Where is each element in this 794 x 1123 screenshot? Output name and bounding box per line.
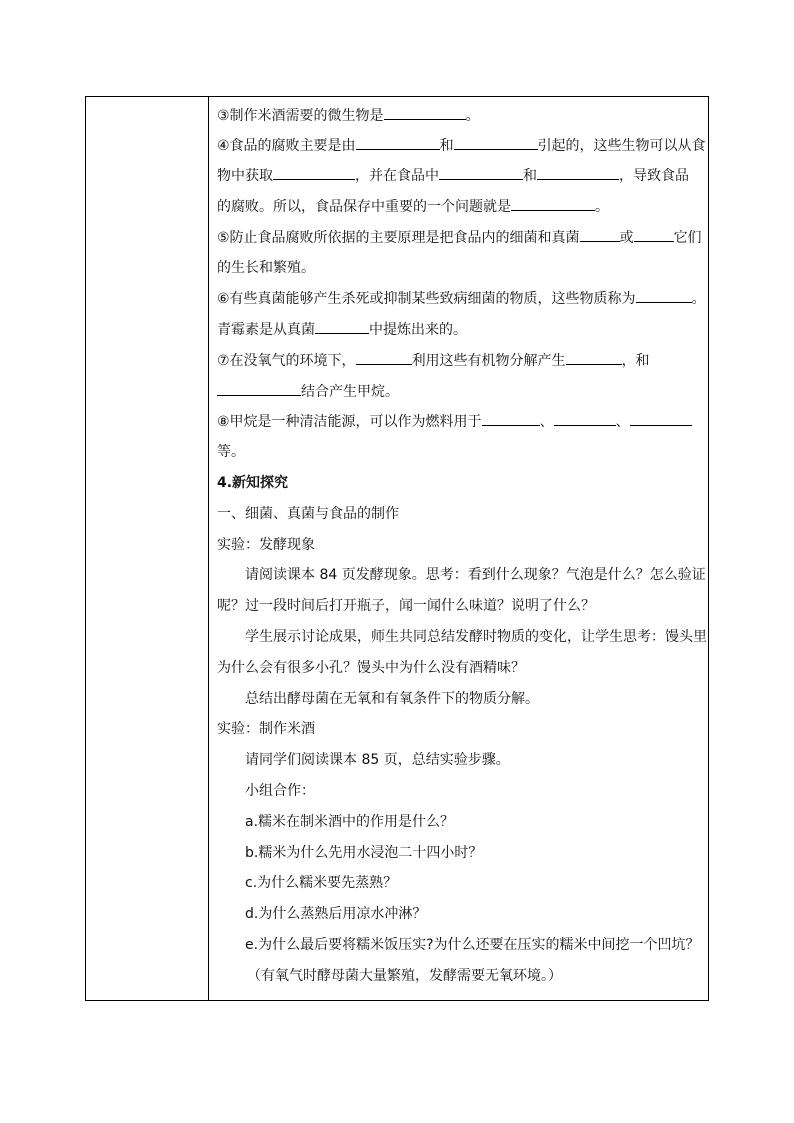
text-segment: 、 (539, 414, 554, 430)
fill-in-blank (315, 319, 369, 334)
text-segment: 青霉素是从真菌 (217, 322, 315, 338)
fill-in-blank (554, 411, 616, 426)
paragraph-line: 请阅读课本 84 页发酵现象。思考：看到什么现象？气泡是什么？怎么验证 (245, 567, 706, 583)
text-line (217, 105, 700, 126)
text-segment: 。 (465, 108, 480, 124)
question-item: c.为什么糯米要先蒸熟？ (245, 875, 398, 891)
text-segment: ，导致食品 (619, 168, 689, 184)
text-segment: 。 (691, 291, 706, 307)
text-segment: 结合产生甲烷。 (301, 384, 399, 400)
text-segment: ⑤防止食品腐败所依据的主要原理是把食品内的细菌和真菌 (217, 230, 580, 246)
text-segment: ⑧甲烷是一种清洁能源，可以作为燃料用于 (217, 414, 482, 430)
text-line (217, 165, 700, 186)
paragraph-line: 为什么会有很多小孔？馒头中为什么没有酒精味？ (217, 660, 525, 676)
fill-in-blank (439, 165, 523, 180)
text-segment: ，并在食品中 (355, 168, 439, 184)
text-segment: ③制作米酒需要的微生物是 (217, 108, 384, 124)
text-segment: ⑦在没氧气的环境下， (217, 353, 356, 369)
paragraph-line: 学生展示讨论成果，师生共同总结发酵时物质的变化，让学生思考：馒头里 (245, 629, 707, 645)
experiment-title: 实验：制作米酒 (217, 721, 315, 737)
text-line (217, 135, 706, 156)
text-line: 等。 (217, 444, 245, 460)
text-segment: 物中获取 (217, 168, 273, 184)
text-line (217, 411, 700, 432)
lesson-table (85, 96, 709, 1001)
fill-in-blank (273, 165, 355, 180)
fill-in-blank (636, 288, 692, 303)
text-segment: 或 (619, 230, 634, 246)
text-line (217, 288, 706, 309)
fill-in-blank (630, 411, 692, 426)
paragraph-line: 呢？过一段时间后打开瓶子，闻一闻什么味道？说明了什么？ (217, 598, 595, 614)
fill-in-blank (580, 227, 620, 242)
text-segment: 中提炼出来的。 (369, 322, 467, 338)
text-segment: 引起的，这些生物可以从食 (537, 138, 706, 154)
text-segment: 利用这些有机物分解产生 (411, 353, 566, 369)
paragraph-line: 请同学们阅读课本 85 页，总结实验步骤。 (245, 752, 510, 768)
text-line (217, 381, 700, 402)
content-cell (209, 97, 708, 1000)
text-line: 的生长和繁殖。 (217, 260, 315, 276)
paragraph-line: 小组合作： (245, 783, 315, 799)
fill-in-blank (356, 350, 412, 365)
fill-in-blank (634, 227, 674, 242)
fill-in-blank (482, 411, 540, 426)
paragraph-line: 总结出酵母菌在无氧和有氧条件下的物质分解。 (245, 691, 539, 707)
section-heading: 4.新知探究 (217, 475, 289, 491)
fill-in-blank (454, 135, 538, 150)
text-line (217, 227, 700, 248)
text-segment: 和 (439, 138, 454, 154)
question-item: a.糯米在制米酒中的作用是什么？ (245, 814, 455, 830)
text-line (217, 196, 700, 217)
text-segment: 和 (523, 168, 537, 184)
text-segment: 。 (595, 199, 609, 215)
subsection-heading: 一、细菌、真菌与食品的制作 (217, 506, 399, 522)
fill-in-blank (537, 165, 619, 180)
question-item: e.为什么最后要将糯米饭压实?为什么还要在压实的糯米中间挖一个凹坑？ (245, 937, 700, 953)
text-segment: 、 (615, 414, 630, 430)
fill-in-blank (511, 196, 595, 211)
text-segment: 它们 (673, 230, 702, 246)
question-item: b.糯米为什么先用水浸泡二十四小时？ (245, 845, 483, 861)
text-segment: ，和 (621, 353, 650, 369)
fill-in-blank (566, 350, 622, 365)
fill-in-blank (356, 135, 440, 150)
text-segment: 的腐败。所以，食品保存中重要的一个问题就是 (217, 199, 511, 215)
text-segment: ⑥有些真菌能够产生杀死或抑制某些致病细菌的物质，这些物质称为 (217, 291, 636, 307)
fill-in-blank (384, 105, 466, 120)
text-segment: ④食品的腐败主要是由 (217, 138, 356, 154)
text-line (217, 319, 700, 340)
left-column-cell (86, 97, 209, 1000)
answer-note: （有氧气时酵母菌大量繁殖，发酵需要无氧环境。） (247, 968, 562, 984)
text-line (217, 350, 700, 371)
experiment-title: 实验：发酵现象 (217, 537, 315, 553)
fill-in-blank (217, 381, 301, 396)
question-item: d.为什么蒸熟后用凉水冲淋？ (245, 906, 427, 922)
